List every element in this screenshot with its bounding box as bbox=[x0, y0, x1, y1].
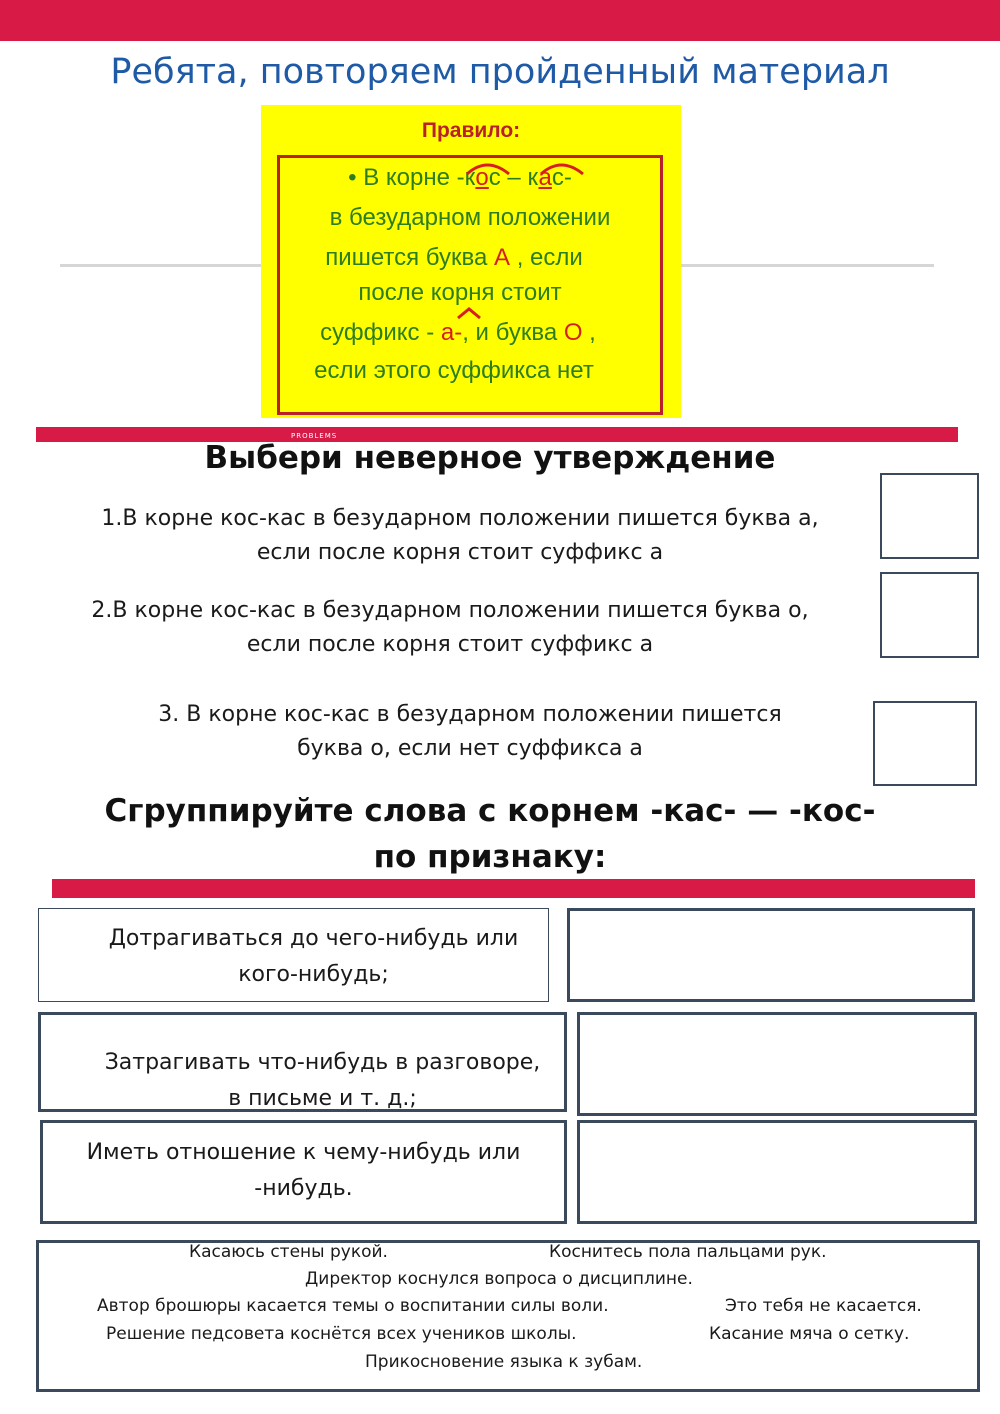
drop-zone-2[interactable] bbox=[577, 1012, 977, 1116]
word-item[interactable]: Решение педсовета коснётся всех учеников школы. bbox=[106, 1324, 577, 1344]
word-item[interactable]: Это тебя не касается. bbox=[725, 1296, 922, 1316]
definition-box-1 bbox=[38, 908, 549, 1002]
word-item[interactable]: Касание мяча о сетку. bbox=[709, 1324, 910, 1344]
definition-1-text: Дотрагиваться до чего-нибудь или кого-нибудь; bbox=[108, 926, 519, 987]
divider-right bbox=[680, 264, 934, 267]
problems-label: PROBLEMS bbox=[291, 432, 338, 440]
rule-line-3: пишется буква А , если bbox=[325, 244, 583, 271]
word-bank bbox=[36, 1240, 980, 1392]
answer-box-1[interactable] bbox=[880, 473, 979, 559]
grouping-red-bar bbox=[52, 879, 975, 898]
divider-left bbox=[60, 264, 263, 267]
top-red-bar bbox=[0, 0, 1000, 41]
word-item[interactable]: Директор коснулся вопроса о дисциплине. bbox=[305, 1269, 693, 1289]
drop-zone-3[interactable] bbox=[577, 1120, 977, 1224]
definition-box-3 bbox=[40, 1120, 567, 1224]
bullet: • bbox=[348, 164, 357, 191]
statement-2: 2.В корне кос-кас в безударном положении пишется буква о, если после корня стоит суффикс а bbox=[91, 598, 809, 657]
rule-line-4: после корня стоит bbox=[358, 279, 562, 306]
word-item[interactable]: Коснитесь пола пальцами рук. bbox=[549, 1242, 827, 1262]
quiz-heading: Выбери неверное утверждение bbox=[204, 440, 776, 476]
rule-line-1: • В корне -кос – кас- bbox=[348, 164, 572, 191]
answer-box-3[interactable] bbox=[873, 701, 977, 786]
grouping-heading: Сгруппируйте слова с корнем -кас- — -кос- по признаку: bbox=[104, 793, 876, 875]
answer-box-2[interactable] bbox=[880, 572, 979, 658]
drop-zone-1[interactable] bbox=[567, 908, 975, 1002]
word-item[interactable]: Автор брошюры касается темы о воспитании силы воли. bbox=[97, 1296, 609, 1316]
definition-2-text: Затрагивать что-нибудь в разговоре, в письме и т. д.; bbox=[104, 1050, 541, 1111]
statement-1: 1.В корне кос-кас в безударном положении пишется буква а, если после корня стоит суффикс а bbox=[101, 506, 819, 565]
rule-frame bbox=[277, 155, 663, 415]
rule-card bbox=[261, 105, 681, 418]
root-arcs bbox=[463, 158, 603, 178]
statement-3: 3. В корне кос-кас в безударном положении пишется буква о, если нет суффикса а bbox=[158, 702, 782, 761]
word-item[interactable]: Касаюсь стены рукой. bbox=[189, 1242, 388, 1262]
rule-line-6: если этого суффикса нет bbox=[314, 357, 594, 384]
word-item[interactable]: Прикосновение языка к зубам. bbox=[365, 1352, 643, 1372]
rule-line-5: суффикс - а-, и буква О , bbox=[320, 319, 596, 346]
rule-heading: Правило: bbox=[421, 119, 521, 142]
definition-box-2 bbox=[38, 1012, 567, 1112]
definition-3-text: Иметь отношение к чему-нибудь или -нибудь. bbox=[86, 1140, 521, 1201]
suffix-mark bbox=[456, 306, 482, 320]
rule-line-2: в безударном положении bbox=[329, 204, 611, 231]
page-title: Ребята, повторяем пройденный материал bbox=[110, 52, 890, 92]
